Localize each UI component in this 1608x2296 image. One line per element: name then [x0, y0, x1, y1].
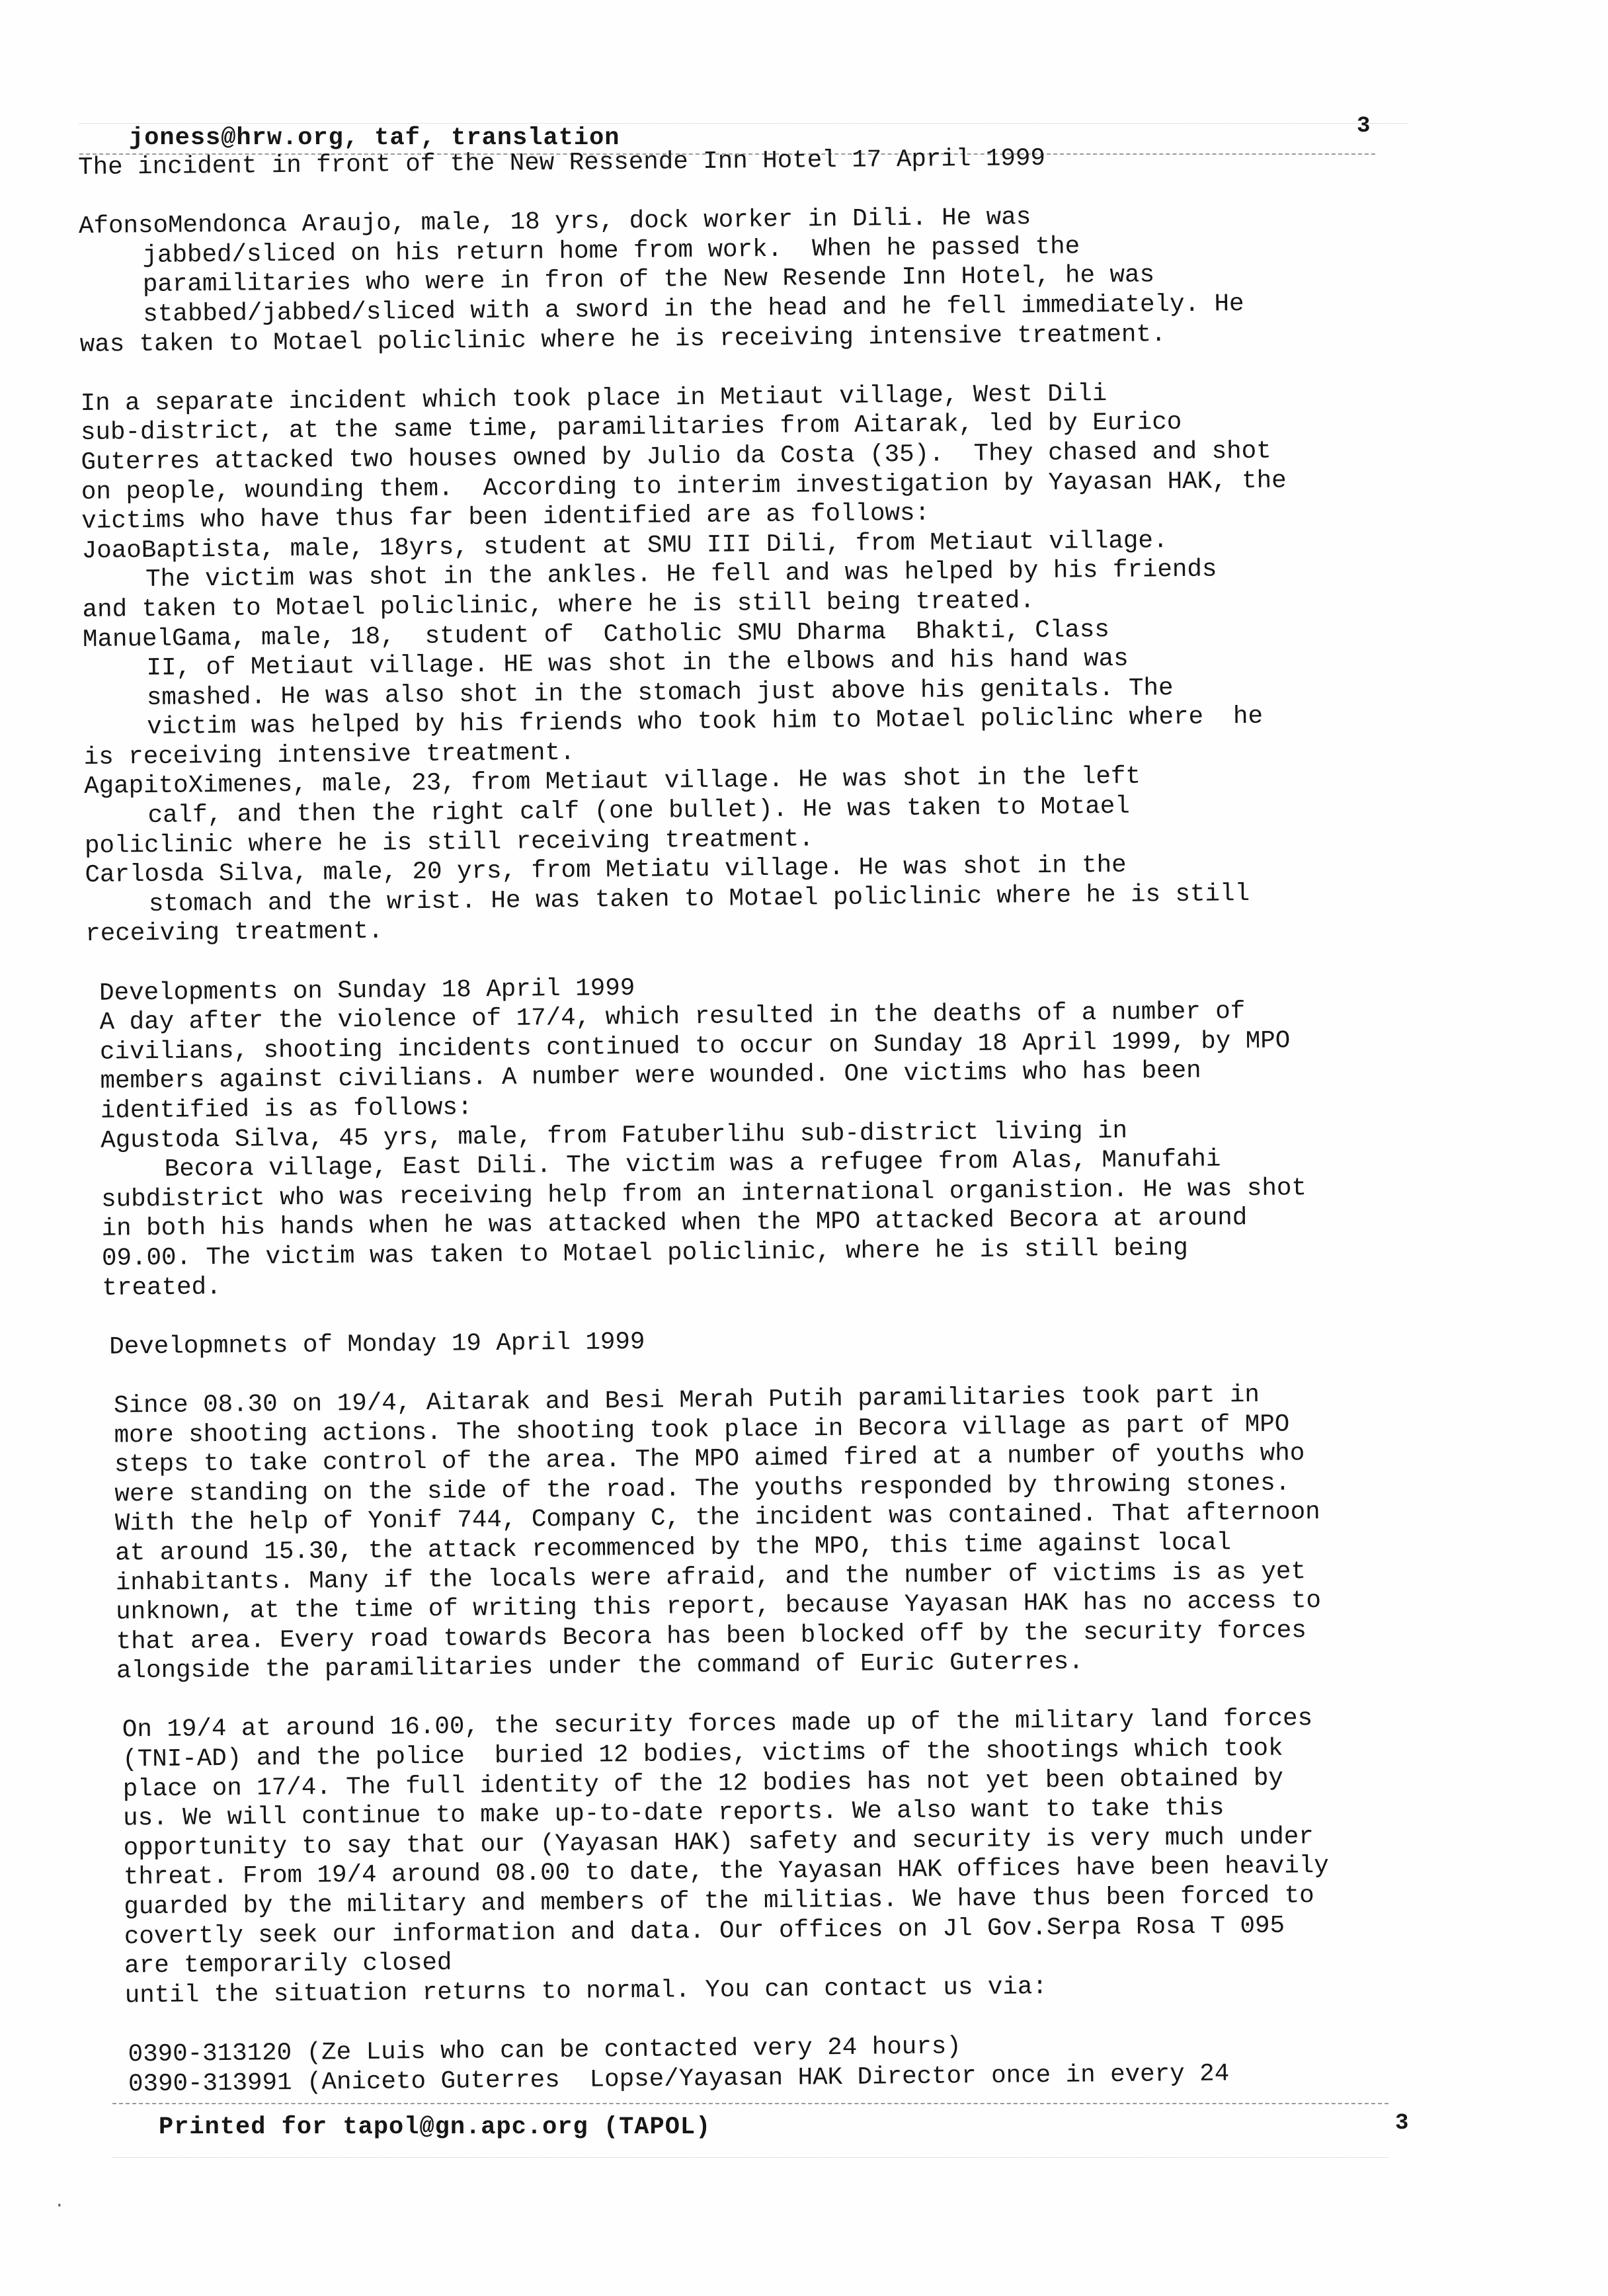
- paragraph-line: treated.: [102, 1273, 221, 1303]
- paragraph-line: members against civilians. A number were wounded. One victims who has been: [100, 1057, 1201, 1096]
- paragraph-line: threat. From 19/4 around 08.00 to date, the Yayasan HAK offices have been heavily: [123, 1852, 1329, 1892]
- paragraph-line: On 19/4 at around 16.00, the security forces made up of the military land forces: [122, 1705, 1313, 1744]
- paragraph-line: policlinic where he is still receiving treatment.: [84, 825, 814, 860]
- section-heading: Developmnets of Monday 19 April 1999: [109, 1328, 645, 1362]
- scan-speck: ·: [54, 2195, 65, 2215]
- paragraph-line: paramilitaries who were in fron of the New Resende Inn Hotel, he was: [142, 261, 1155, 300]
- paragraph-line: stomach and the wrist. He was taken to Motael policlinic where he is still: [148, 880, 1250, 919]
- paragraph-line: were standing on the side of the road. The youths responded by throwing stones.: [114, 1469, 1291, 1509]
- paragraph-line: in both his hands when he was attacked when the MPO attacked Becora at around: [101, 1204, 1248, 1244]
- paragraph-line: steps to take control of the area. The MPO aimed fired at a number of youths who: [114, 1440, 1305, 1479]
- contact-line: 0390-313120 (Ze Luis who can be contacted very 24 hours): [128, 2033, 961, 2069]
- victim-entry: ManuelGama, male, 18, student of Catholic SMU Dharma Bhakti, Class: [82, 616, 1109, 654]
- header-scan-line: [79, 123, 1408, 124]
- footer-divider: [112, 2103, 1388, 2104]
- paragraph-line: was taken to Motael policlinic where he is receiving intensive treatment.: [79, 320, 1166, 359]
- paragraph-line: is receiving intensive treatment.: [83, 739, 575, 772]
- paragraph-line: alongside the paramilitaries under the command of Euric Guterres.: [116, 1648, 1084, 1686]
- fax-footer: Printed for tapol@gn.apc.org (TAPOL): [159, 2113, 711, 2141]
- paragraph-line: inhabitants. Many if the locals were afraid, and the number of victims is as yet: [115, 1557, 1306, 1598]
- document-body: [78, 140, 1485, 2100]
- paragraph-line: guarded by the military and members of the militias. We have thus been forced to: [124, 1882, 1314, 1922]
- paragraph-line: Since 08.30 on 19/4, Aitarak and Besi Merah Putih paramilitaries took part in: [113, 1381, 1260, 1420]
- paragraph-line: on people, wounding them. According to interim investigation by Yayasan HAK, the: [81, 467, 1287, 507]
- paragraph-line: AfonsoMendonca Araujo, male, 18 yrs, dock worker in Dili. He was: [78, 204, 1031, 241]
- paragraph-line: II, of Metiaut village. HE was shot in the elbows and his hand was: [146, 645, 1129, 683]
- victim-entry: Agustoda Silva, 45 yrs, male, from Fatuberlihu sub-district living in: [100, 1117, 1128, 1155]
- paragraph-line: victim was helped by his friends who took him to Motael policlinc where he: [147, 703, 1264, 742]
- victim-entry: JoaoBaptista, male, 18yrs, student at SMU III Dili, from Metiaut village.: [81, 526, 1168, 565]
- paragraph-line: identified is as follows:: [100, 1094, 473, 1126]
- paragraph-line: With the help of Yonif 744, Company C, the incident was contained. That afternoon: [114, 1498, 1320, 1538]
- footer-scan-line: [112, 2157, 1388, 2158]
- paragraph-line: more shooting actions. The shooting took place in Becora village as part of MPO: [114, 1411, 1290, 1450]
- paragraph-line: sub-district, at the same time, paramilitaries from Aitarak, led by Eurico: [80, 409, 1182, 448]
- paragraph-line: subdistrict who was receiving help from an international organistion. He was shot: [100, 1174, 1307, 1214]
- paragraph-line: and taken to Motael policlinic, where he is still being treated.: [82, 587, 1035, 624]
- fax-header: joness@hrw.org, taf, translation: [129, 124, 620, 152]
- contact-line: 0390-313991 (Aniceto Guterres Lopse/Yayasan HAK Director once in every 24: [128, 2060, 1230, 2098]
- paragraph-line: place on 17/4. The full identity of the 12 bodies has not yet been obtained by: [122, 1764, 1284, 1804]
- paragraph-line: Guterres attacked two houses owned by Julio da Costa (35). They chased and shot: [81, 437, 1271, 477]
- page-number-bottom: 3: [1395, 2111, 1409, 2136]
- paragraph-line: 09.00. The victim was taken to Motael policlinic, where he is still being: [101, 1234, 1188, 1273]
- paragraph-line: civilians, shooting incidents continued to occur on Sunday 18 April 1999, by MPO: [99, 1027, 1291, 1067]
- paragraph-line: (TNI-AD) and the police buried 12 bodies, victims of the shootings which took: [122, 1735, 1283, 1774]
- paragraph-line: covertly seek our information and data. Our offices on Jl Gov.Serpa Rosa T 095: [124, 1912, 1285, 1951]
- paragraph-line: calf, and then the right calf (one bullet). He was taken to Motael: [147, 792, 1131, 831]
- paragraph-line: are temporarily closed: [124, 1949, 452, 1981]
- paragraph-line: In a separate incident which took place in Metiaut village, West Dili: [80, 380, 1107, 418]
- paragraph-line: that area. Every road towards Becora has been blocked off by the security forces: [116, 1616, 1307, 1657]
- paragraph-line: receiving treatment.: [85, 918, 383, 949]
- paragraph-line: until the situation returns to normal. You can contact us via:: [124, 1973, 1048, 2010]
- paragraph-line: A day after the violence of 17/4, which resulted in the deaths of a number of: [99, 998, 1246, 1037]
- page-number-top: 3: [1357, 114, 1371, 139]
- paragraph-line: at around 15.30, the attack recommenced by the MPO, this time against local: [115, 1529, 1232, 1568]
- victim-entry: AgapitoXimenes, male, 23, from Metiaut village. He was shot in the left: [83, 763, 1141, 801]
- section-title: The incident in front of the New Ressende Inn Hotel 17 April 1999: [78, 144, 1046, 182]
- paragraph-line: stabbed/jabbed/sliced with a sword in the head and he fell immediately. He: [143, 290, 1244, 329]
- paragraph-line: The victim was shot in the ankles. He fell and was helped by his friends: [145, 555, 1217, 594]
- paragraph-line: smashed. He was also shot in the stomach just above his genitals. The: [146, 674, 1174, 712]
- section-heading: Developments on Sunday 18 April 1999: [99, 974, 635, 1008]
- paragraph-line: unknown, at the time of writing this report, because Yayasan HAK has no access to: [115, 1587, 1322, 1627]
- paragraph-line: victims who have thus far been identified are as follows:: [81, 499, 930, 536]
- paragraph-line: Becora village, East Dili. The victim was a refugee from Alas, Manufahi: [164, 1145, 1221, 1184]
- paragraph-line: us. We will continue to make up-to-date reports. We also want to take this: [122, 1794, 1225, 1833]
- paragraph-line: jabbed/sliced on his return home from work. When he passed the: [142, 233, 1080, 270]
- paragraph-line: opportunity to say that our (Yayasan HAK) safety and security is very much under: [123, 1823, 1314, 1863]
- victim-entry: Carlosda Silva, male, 20 yrs, from Metiatu village. He was shot in the: [85, 852, 1127, 890]
